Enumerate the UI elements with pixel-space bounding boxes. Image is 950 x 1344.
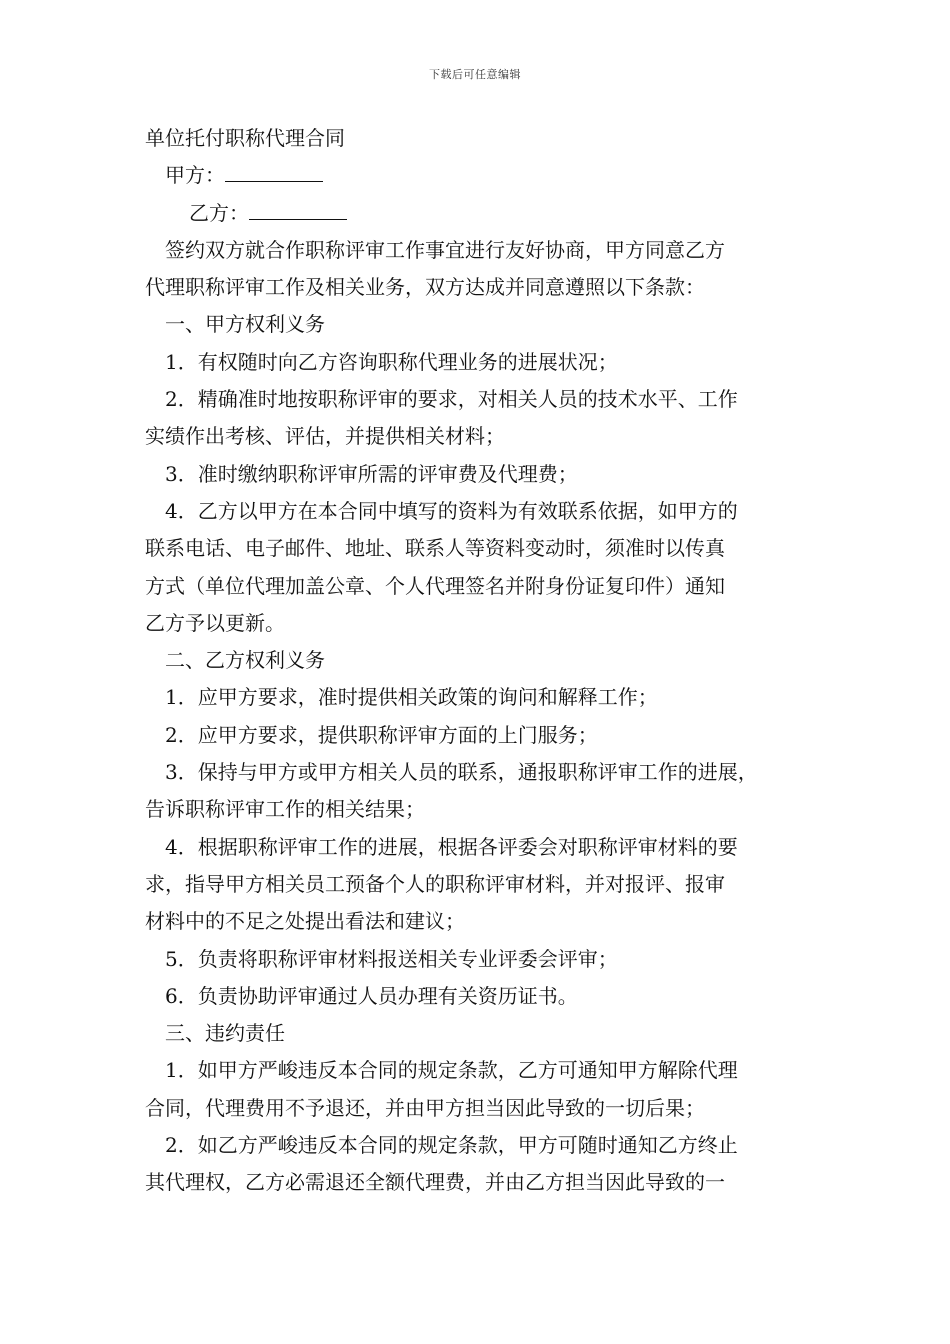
section2-item-4: 4．根据职称评审工作的进展，根据各评委会对职称评审材料的要 bbox=[165, 834, 738, 859]
section2-item-4-cont: 求，指导甲方相关员工预备个人的职称评审材料，并对报评、报审 bbox=[145, 871, 725, 896]
section1-item-2: 2．精确准时地按职称评审的要求，对相关人员的技术水平、工作 bbox=[165, 387, 738, 412]
section1-heading: 一、甲方权利义务 bbox=[165, 312, 325, 337]
party-b-label: 乙方： bbox=[189, 200, 249, 225]
section2-item-1: 1．应甲方要求，准时提供相关政策的询问和解释工作； bbox=[165, 685, 658, 710]
section3-item-2-cont: 其代理权，乙方必需退还全额代理费，并由乙方担当因此导致的一 bbox=[145, 1170, 725, 1195]
intro-line: 代理职称评审工作及相关业务，双方达成并同意遵照以下条款： bbox=[145, 275, 705, 300]
section1-item-2-cont: 实绩作出考核、评估，并提供相关材料； bbox=[145, 424, 505, 449]
party-a-blank bbox=[225, 167, 323, 182]
section1-item-4-cont: 联系电话、电子邮件、地址、联系人等资料变动时，须准时以传真 bbox=[145, 536, 725, 561]
section2-item-5: 5．负责将职称评审材料报送相关专业评委会评审； bbox=[165, 946, 618, 971]
party-b-line bbox=[145, 195, 809, 232]
section2-item-3-cont: 告诉职称评审工作的相关结果； bbox=[145, 797, 425, 822]
section2-item-3: 3．保持与甲方或甲方相关人员的联系，通报职称评审工作的进展， bbox=[165, 760, 758, 785]
contract-body bbox=[145, 120, 809, 1202]
section2-heading: 二、乙方权利义务 bbox=[165, 648, 325, 673]
section1-item-1: 1．有权随时向乙方咨询职称代理业务的进展状况； bbox=[165, 349, 618, 374]
section3-heading: 三、违约责任 bbox=[165, 1021, 285, 1046]
section2-item-6: 6．负责协助评审通过人员办理有关资历证书。 bbox=[165, 983, 578, 1008]
intro-line: 签约双方就合作职称评审工作事宜进行友好协商，甲方同意乙方 bbox=[165, 237, 725, 262]
section1-item-4-cont: 乙方予以更新。 bbox=[145, 610, 285, 635]
document-title: 单位托付职称代理合同 bbox=[145, 126, 345, 150]
section2-item-4-cont: 材料中的不足之处提出看法和建议； bbox=[145, 909, 465, 934]
section2-item-2: 2．应甲方要求，提供职称评审方面的上门服务； bbox=[165, 722, 598, 747]
party-a-label: 甲方： bbox=[165, 163, 225, 188]
page-header-note: 下载后可任意编辑 bbox=[429, 68, 521, 81]
party-a-line bbox=[145, 157, 809, 194]
section3-item-2: 2．如乙方严峻违反本合同的规定条款，甲方可随时通知乙方终止 bbox=[165, 1133, 738, 1158]
party-b-blank bbox=[249, 205, 347, 220]
section3-item-1: 1．如甲方严峻违反本合同的规定条款，乙方可通知甲方解除代理 bbox=[165, 1058, 738, 1083]
section1-item-4: 4．乙方以甲方在本合同中填写的资料为有效联系依据，如甲方的 bbox=[165, 498, 738, 523]
section3-item-1-cont: 合同，代理费用不予退还，并由甲方担当因此导致的一切后果； bbox=[145, 1095, 705, 1120]
section1-item-4-cont: 方式（单位代理加盖公章、个人代理签名并附身份证复印件）通知 bbox=[145, 573, 725, 598]
section1-item-3: 3．准时缴纳职称评审所需的评审费及代理费； bbox=[165, 461, 578, 486]
